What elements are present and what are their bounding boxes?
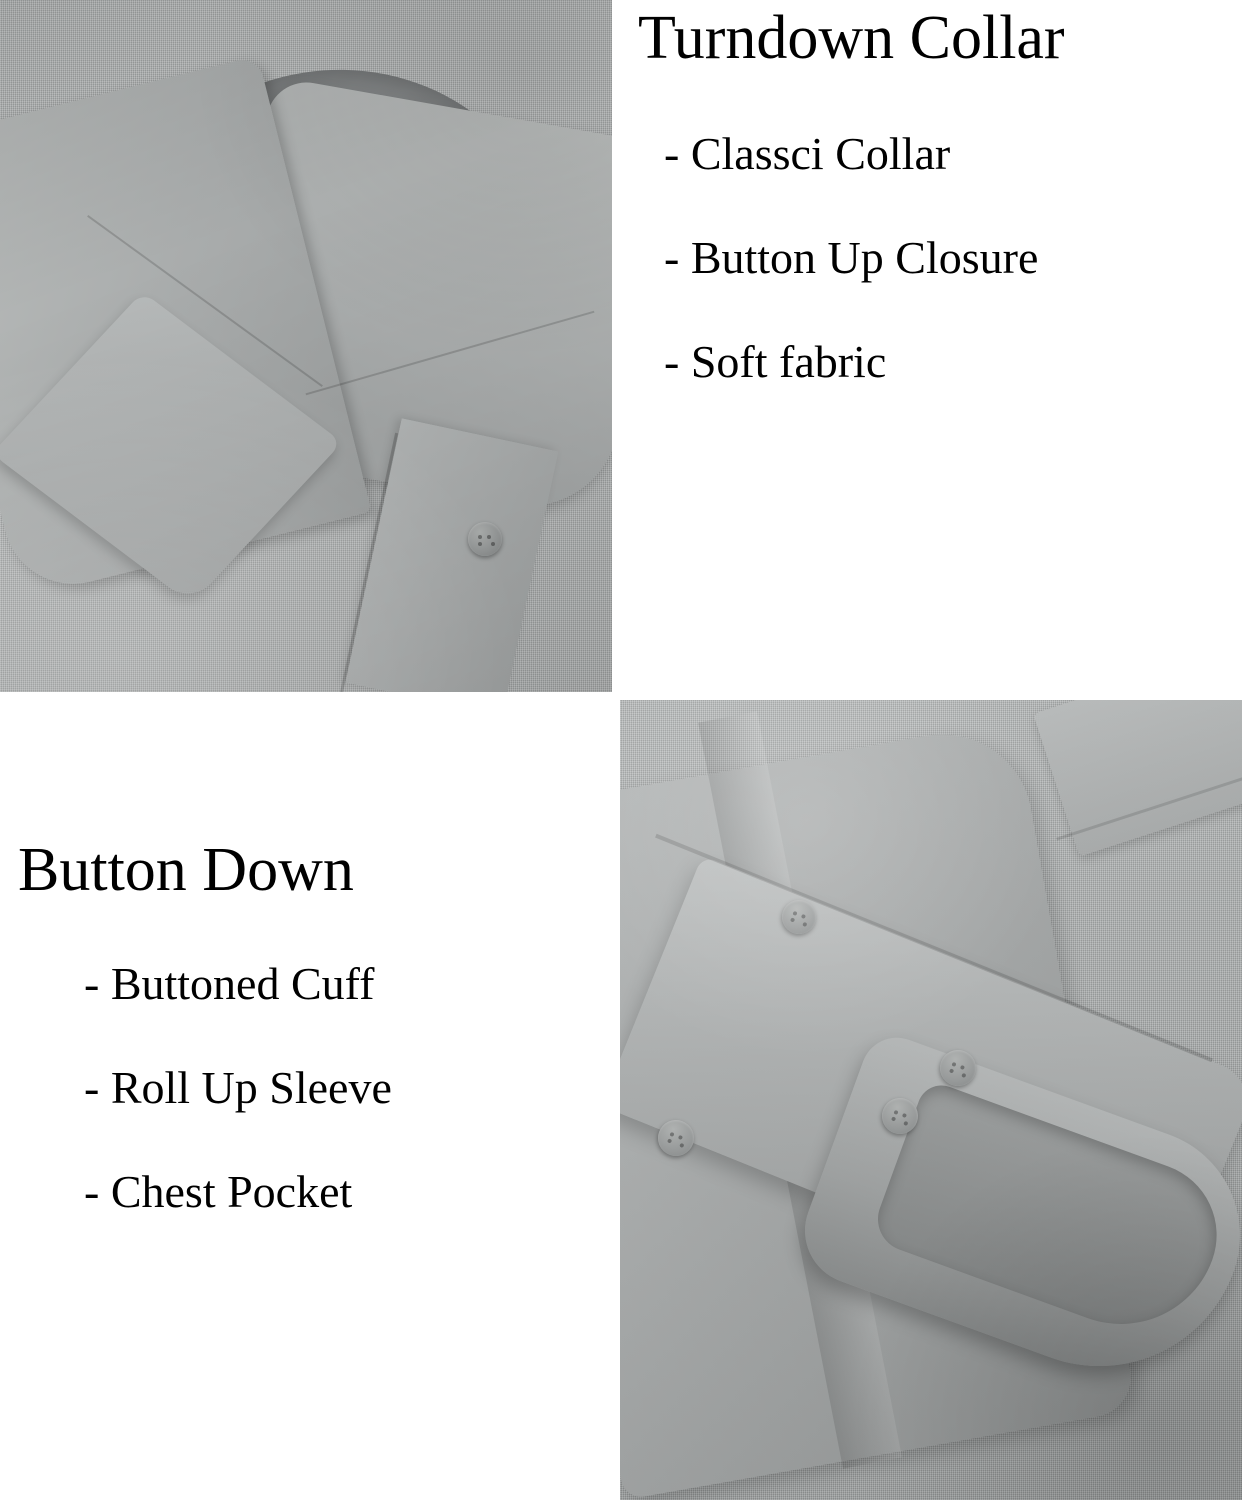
turndown-collar-panel — [620, 0, 1242, 692]
collar-photo — [0, 0, 612, 692]
list-item: - Soft fabric — [664, 336, 887, 388]
list-item: - Roll Up Sleeve — [84, 1062, 392, 1114]
list-item: - Chest Pocket — [84, 1166, 353, 1218]
list-item: - Buttoned Cuff — [84, 958, 375, 1010]
turndown-collar-bullet-list — [664, 128, 1242, 388]
button-down-bullet-list — [84, 958, 612, 1218]
collar-button-icon — [468, 522, 502, 556]
list-item: - Classci Collar — [664, 128, 951, 180]
button-down-panel — [0, 700, 612, 1500]
list-item: - Button Up Closure — [664, 232, 1039, 284]
cuff-photo — [620, 700, 1242, 1500]
panel-title-button-down: Button Down — [18, 836, 354, 904]
panel-title-turndown-collar: Turndown Collar — [638, 4, 1065, 72]
